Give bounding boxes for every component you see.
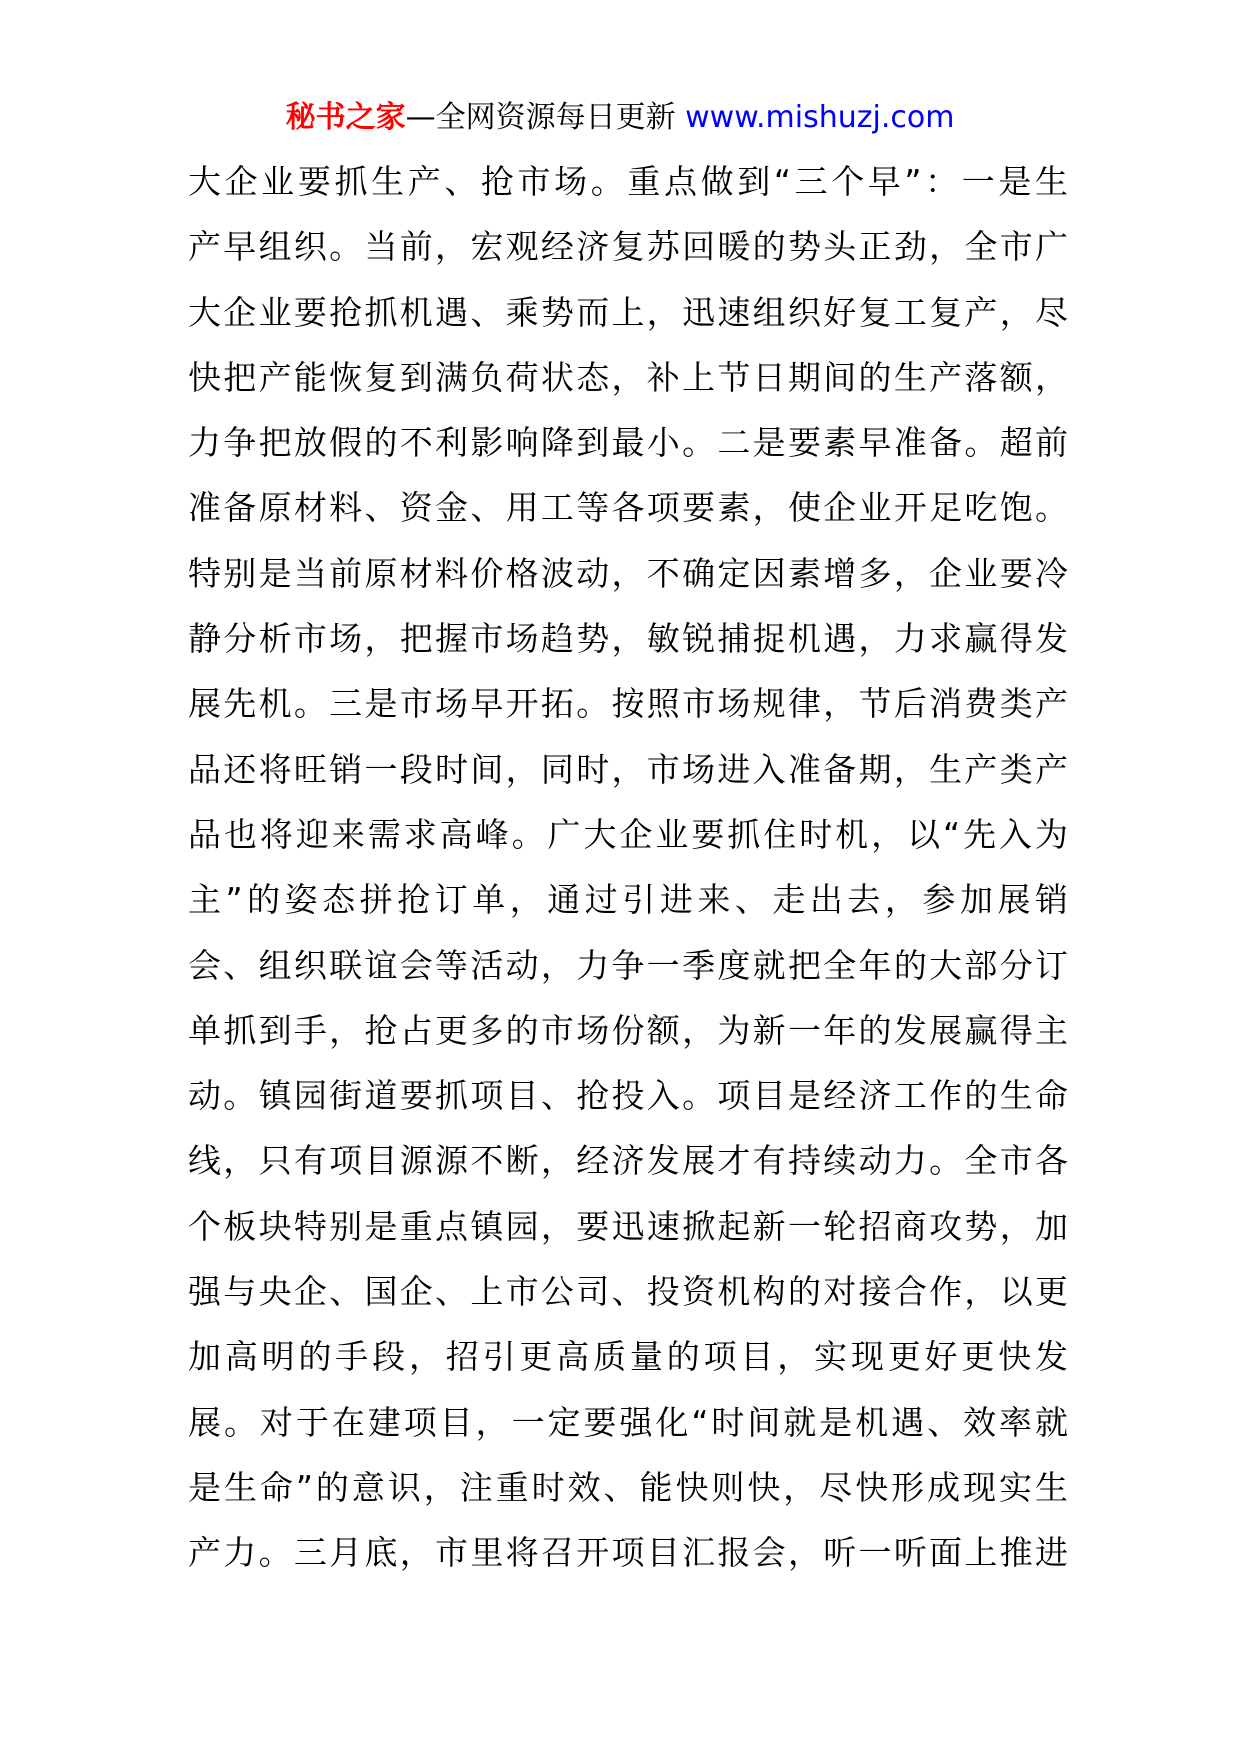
text-line: 准备原材料、资金、用工等各项要素，使企业开足吃饱。	[188, 488, 1068, 528]
text-line: 力争把放假的不利影响降到最小。二是要素早准备。超前	[188, 423, 1068, 463]
text-line: 展。对于在建项目，一定要强化“时间就是机遇、效率就	[188, 1402, 1068, 1442]
text-line: 会、组织联谊会等活动，力争一季度就把全年的大部分订	[188, 945, 1068, 985]
text-line: 品还将旺销一段时间，同时，市场进入准备期，生产类产	[188, 749, 1068, 789]
text-line: 动。镇园街道要抓项目、抢投入。项目是经济工作的生命	[188, 1076, 1068, 1116]
text-line: 主”的姿态拼抢订单，通过引进来、走出去，参加展销	[188, 880, 1068, 920]
text-line: 产力。三月底，市里将召开项目汇报会，听一听面上推进	[188, 1533, 1068, 1573]
text-line: 大企业要抓生产、抢市场。重点做到“三个早”：一是生	[188, 162, 1068, 201]
page-header	[0, 98, 1240, 138]
text-line: 强与央企、国企、上市公司、投资机构的对接合作，以更	[188, 1272, 1068, 1312]
text-line: 品也将迎来需求高峰。广大企业要抓住时机，以“先入为	[188, 814, 1068, 854]
text-line: 加高明的手段，招引更高质量的项目，实现更好更快发	[188, 1337, 1068, 1377]
website-link[interactable]: www.mishuzj.com	[685, 100, 955, 135]
text-line: 是生命”的意识，注重时效、能快则快，尽快形成现实生	[188, 1467, 1068, 1507]
text-line: 展先机。三是市场早开拓。按照市场规律，节后消费类产	[188, 684, 1068, 724]
text-line: 个板块特别是重点镇园，要迅速掀起新一轮招商攻势，加	[188, 1206, 1068, 1246]
header-tagline: —全网资源每日更新	[405, 100, 676, 135]
brand-name: 秘书之家	[285, 100, 406, 135]
text-line: 产早组织。当前，宏观经济复苏回暖的势头正劲，全市广	[188, 227, 1068, 267]
document-body	[188, 162, 1068, 1599]
text-line: 快把产能恢复到满负荷状态，补上节日期间的生产落额，	[188, 357, 1068, 397]
text-line: 特别是当前原材料价格波动，不确定因素增多，企业要冷	[188, 553, 1068, 593]
text-line: 单抓到手，抢占更多的市场份额，为新一年的发展赢得主	[188, 1010, 1068, 1050]
text-line: 静分析市场，把握市场趋势，敏锐捕捉机遇，力求赢得发	[188, 619, 1068, 659]
text-line: 大企业要抢抓机遇、乘势而上，迅速组织好复工复产，尽	[188, 292, 1068, 332]
text-line: 线，只有项目源源不断，经济发展才有持续动力。全市各	[188, 1141, 1068, 1181]
